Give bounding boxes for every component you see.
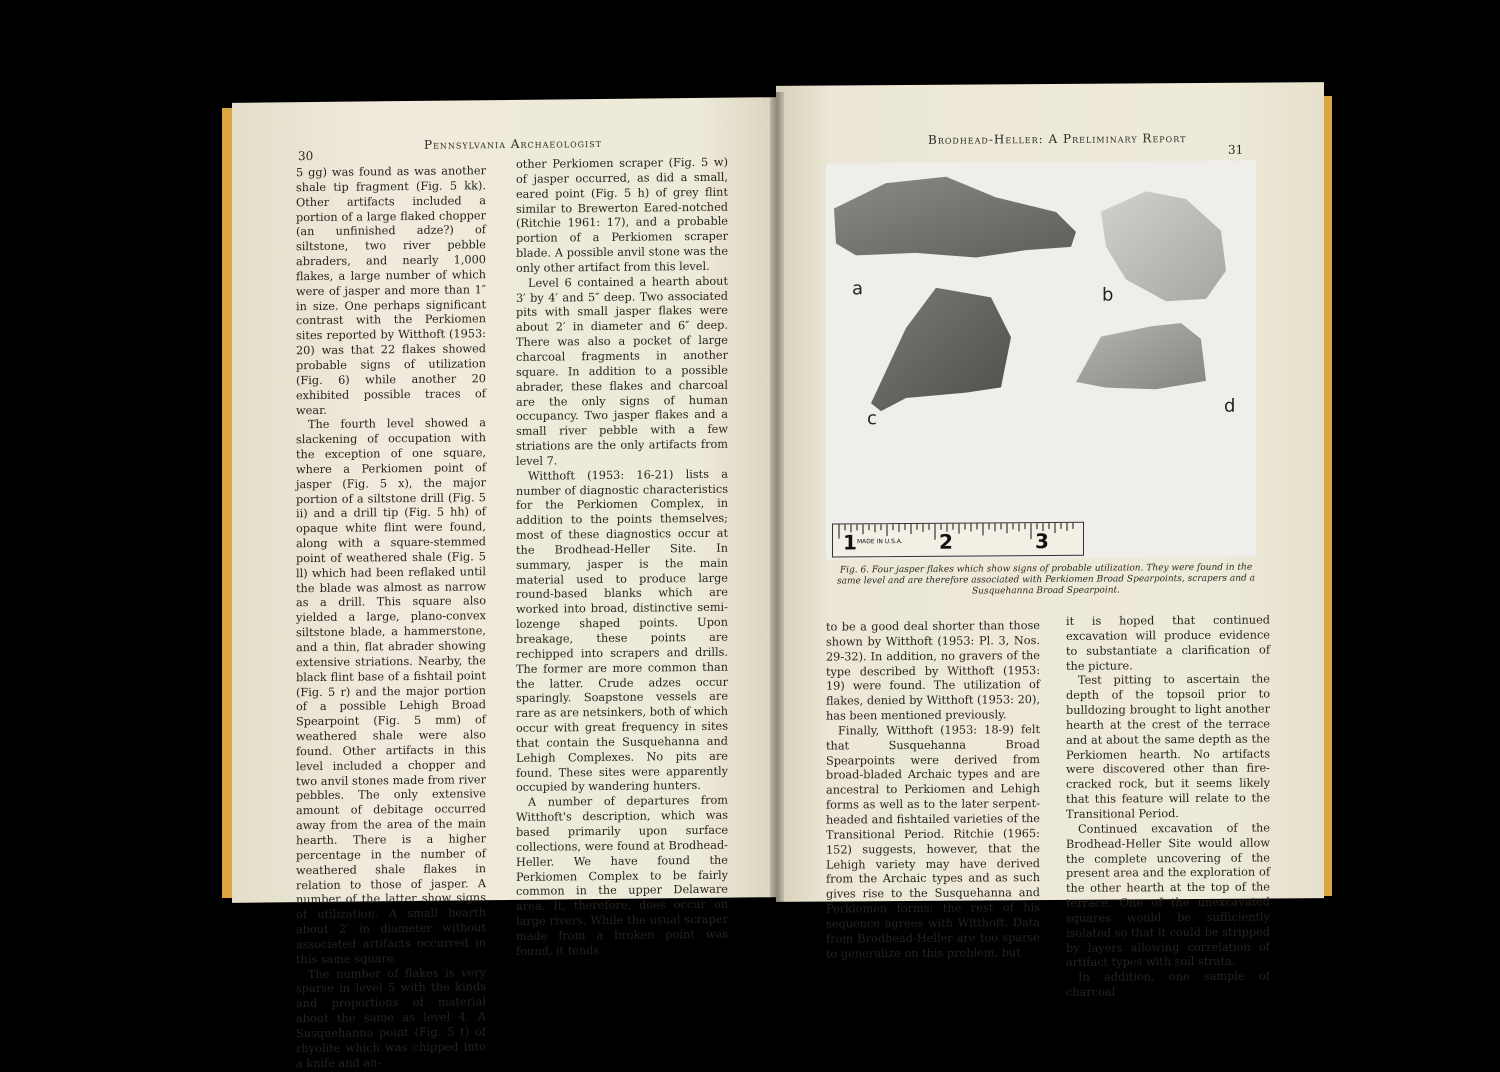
running-head-left: Pennsylvania Archaeologist [424, 135, 603, 152]
paragraph: The number of flakes is very sparse in level 5 with the kinds and proportions of material about the same as level 4. A Susquehanna point (Fig. 5 t) of rhyolite which was chipped into a knife and an- [296, 965, 486, 1070]
paragraph: A number of departures from Witthoft's description, which was based primarily upon surface collections, were found at Brodhead-Heller. We have found the Perkiomen Complex to be fairly common in the upper Delaware area. It, therefore, does occur on large rivers. While the usual scraper made from a broken point was found, it tends [516, 793, 728, 958]
left-column-2 [516, 156, 728, 960]
jasper-flakes-image [826, 161, 1256, 560]
flake-b [1101, 191, 1226, 302]
figure-label-c: c [867, 408, 877, 430]
flake-d [1076, 323, 1206, 390]
right-page [776, 82, 1324, 999]
paragraph: to be a good deal shorter than those shown by Witthoft (1953: Pl. 3, Nos. 29-32). In addition, no gravers of the type described by Witthoft (1953: 19) were found. The utilization of flakes, denied by Witthoft (1953: 20), has been mentioned previously. [826, 619, 1040, 723]
paragraph: Level 6 contained a hearth about 3′ by 4′ and 5″ deep. Two associated pits with small jasper flakes were about 2′ in diameter and 6″ deep. There was also a pocket of large charcoal fragments in another square. In addition to a possible abrader, these flakes and charcoal are the only signs of human occupancy. Two jasper flakes and a small river pebble with a few striations are the only artifacts from level 7. [516, 274, 728, 468]
ruler-number-3: 3 [1035, 529, 1049, 554]
paragraph: Finally, Witthoft (1953: 18-9) felt that Susquehanna Broad Spearpoints were derived from broad-bladed Archaic types and are ancestral to Perkiomen and Lehigh forms as well as to the later serpent-headed and fishtailed varieties of the Transitional Period. Ritchie (1965: 152) suggests, however, that the Lehigh variety may have derived from the Archaic types and as such gives rise to the Susquehanna and Perkiomen forms; the rest of his sequence agrees with Witthoft. Data from Brodhead-Heller are too sparse to generalize on this problem, but [826, 722, 1040, 961]
ruler-brand-text: MADE IN U.S.A. [857, 538, 903, 546]
flake-a [834, 176, 1076, 259]
paragraph: 5 gg) was found as was another shale tip fragment (Fig. 5 kk). Other artifacts included a portion of a large flaked chopper (an unfinished adze?) of siltstone, two river pebble abraders, and nearly 1,000 flakes, a large number of which were of jasper and more than 1″ in size. One perhaps significant contrast with the Perkiomen sites reported by Witthoft (1953: 20) was that 22 flakes showed probable signs of utilization (Fig. 6) while another 20 exhibited possible traces of wear. [296, 164, 486, 417]
running-head-right: Brodhead-Heller: A Preliminary Report [928, 131, 1187, 147]
right-column-2 [1066, 613, 1270, 1000]
paragraph: Witthoft (1953: 16-21) lists a number of diagnostic characteristics for the Perkiomen Complex, in addition to the points themselves; most of these diagnostics occur at the Brodhead-Heller Site. In summary, jasper is the main material used to produce large round-based blanks which are worked into broad, distinctive semi-lozenge shaped points. Upon breakage, these points are rechipped into scrapers and drills. The former are more common than the latter. Crude adzes occur sparingly. Soapstone vessels are rare as are netsinkers, both of which occur with great frequency in sites that contain the Susquehanna and Lehigh Complexes. No pits are found. These sites were apparently occupied by wandering hunters. [516, 467, 728, 795]
page-number-left: 30 [298, 149, 314, 164]
spine-shadow [770, 92, 784, 902]
paragraph: In addition, one sample of charcoal [1066, 969, 1270, 999]
figure-label-a: a [852, 278, 864, 300]
figure-6-caption: Fig. 6. Four jasper flakes which show signs of probable utilization. They were found in the same level and are therefore associated with Perkiomen Broad Spearpoints, scrapers and a Susquehanna Broad Spearpoint. [837, 562, 1255, 597]
paragraph: Continued excavation of the Brodhead-Heller Site would allow the complete uncovering of the present area and the exploration of the other hearth at the top of the terrace. One of the unexcavated squares would be sufficiently isolated so that it could be stripped by layers allowing correlation of artifact types with soil strata. [1066, 821, 1270, 970]
paragraph: it is hoped that continued excavation will produce evidence to substantiate a clarification of the picture. [1066, 613, 1270, 673]
ruler-number-1: 1 [843, 530, 857, 555]
right-column-1 [826, 619, 1040, 962]
ruler-number-2: 2 [939, 529, 953, 554]
page-number-right: 31 [1228, 142, 1244, 157]
figure-label-d: d [1224, 395, 1236, 417]
figure-6-photo [826, 161, 1256, 560]
paragraph: Test pitting to ascertain the depth of the topsoil prior to bulldozing brought to light another hearth at the crest of the terrace and at about the same depth as the Perkiomen hearth. No artifacts were discovered other than fire-cracked rock, but it seems likely that this feature will relate to the Transitional Period. [1066, 672, 1270, 821]
paragraph: The fourth level showed a slackening of occupation with the exception of one square, where a Perkiomen point of jasper (Fig. 5 x), the major portion of a siltstone drill (Fig. 5 ii) and a drill tip (Fig. 5 hh) of opaque white flint were found, along with a square-stemmed point of weathered shale (Fig. 5 ll) which had been reflaked until the blade was almost as narrow as a drill. This square also yielded a large, plano-convex siltstone blade, a hammerstone, and a thin, flat abrader showing extensive striations. Nearby, the black flint base of a fishtail point (Fig. 5 r) and the major portion of a possible Lehigh Broad Spearpoint (Fig. 5 mm) of weathered shale were also found. Other artifacts in this level included a chopper and two anvil stones made from river pebbles. The only extensive amount of debitage occurred away from the area of the main hearth. There is a higher percentage in the number of weathered shale flakes in relation to those of jasper. A number of the latter show signs of utilization. A small hearth about 2′ in diameter without associated artifacts occurred in this same square. [296, 416, 486, 966]
left-page [232, 97, 780, 1070]
paragraph: other Perkiomen scraper (Fig. 5 w) of jasper occurred, as did a small, eared point (Fig. 5 h) of grey flint similar to Brewerton Eared-notched (Ritchie 1961: 17), and a probable portion of a Perkiomen scraper blade. A possible anvil stone was the only other artifact from this level. [516, 155, 728, 275]
figure-label-b: b [1102, 284, 1114, 306]
left-column-1 [296, 164, 486, 1071]
flake-c [871, 287, 1011, 411]
ruler [832, 522, 1084, 558]
